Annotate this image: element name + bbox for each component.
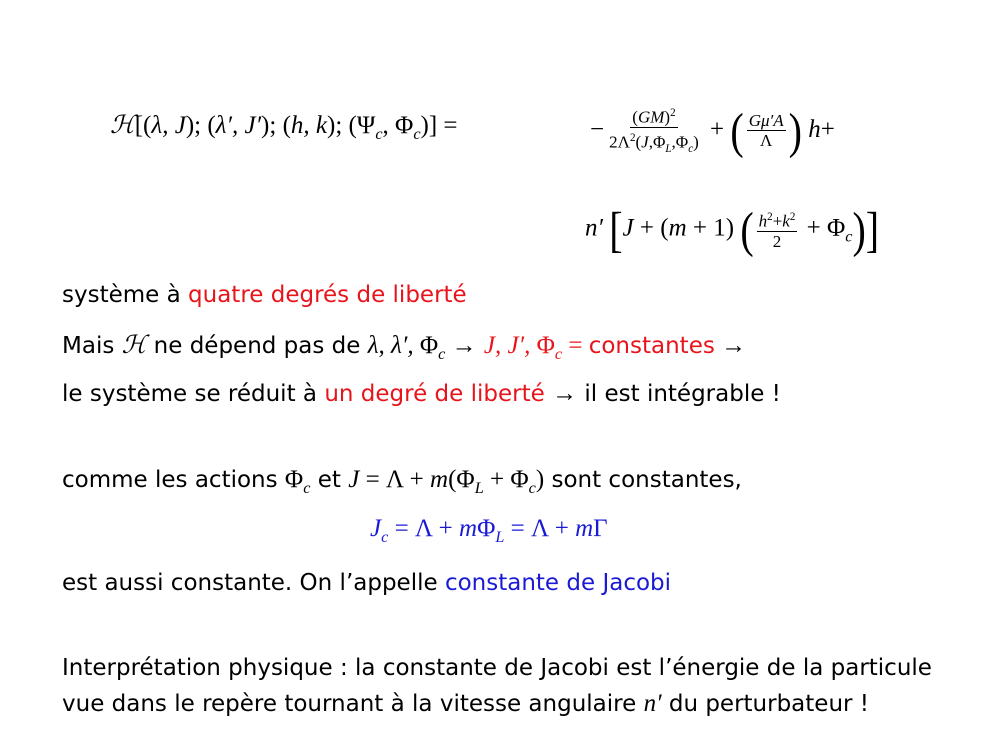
- line3-text: le système se réduit à: [62, 381, 325, 407]
- line3-tail: → il est intégrable !: [552, 380, 781, 407]
- line2-highlight: constantes: [588, 333, 715, 359]
- hamiltonian-rhs-line1: − $\frac{(GM)^2}{2\Lambda^2(J,\Phi_L,\Phi_c)}$ + ( $\frac{G\mu'A}{\Lambda}$ ) h+: [590, 102, 835, 159]
- line1-text: système à: [62, 282, 189, 308]
- text-line-jacobi-name: [62, 570, 671, 596]
- text-line-reduction: [62, 380, 781, 408]
- text-line-actions: comme les actions $\Phi_c$ et $J = \Lambda + m(\Phi_L + \Phi_c)$ sont constantes,: [62, 466, 742, 497]
- line2-arrow: →: [714, 332, 747, 359]
- line3-highlight: un degré de liberté: [324, 381, 545, 407]
- line2-phi-red: $\Phi_c$ =: [536, 332, 589, 363]
- text-line-rotating-frame: vue dans le repère tournant à la vitesse angulaire n′ du perturbateur !: [62, 690, 870, 717]
- hamiltonian-rhs-line2: n′ [J + (m + 1) ( $\frac{h^2+k^2}{2}$ + $\Phi_c$)]: [585, 201, 880, 258]
- hamiltonian-lhs: ℋ[(λ, J); (λ′, J′); (h, k); ($\Psi_c$, $\Phi_c$)] =: [110, 112, 458, 143]
- line7-text: Interprétation physique : la constante de Jacobi est l’énergie de la particule: [62, 655, 932, 681]
- text-line-interpretation: [62, 655, 932, 681]
- line6-highlight: constante de Jacobi: [444, 570, 672, 596]
- line6-text: est aussi constante. On l’appelle: [62, 570, 445, 596]
- text-line-degrees: [62, 282, 467, 308]
- line2-text: Mais ℋ ne dépend pas de λ, λ′, $\Phi_c$ →: [62, 332, 477, 363]
- jacobi-equation: $J_c = \Lambda + m\Phi_L = \Lambda + m\Gamma$: [370, 515, 608, 546]
- line1-highlight: quatre degrés de liberté: [188, 282, 467, 308]
- text-line-independence: [62, 330, 746, 364]
- line2-math-red: J, J′,: [483, 332, 537, 359]
